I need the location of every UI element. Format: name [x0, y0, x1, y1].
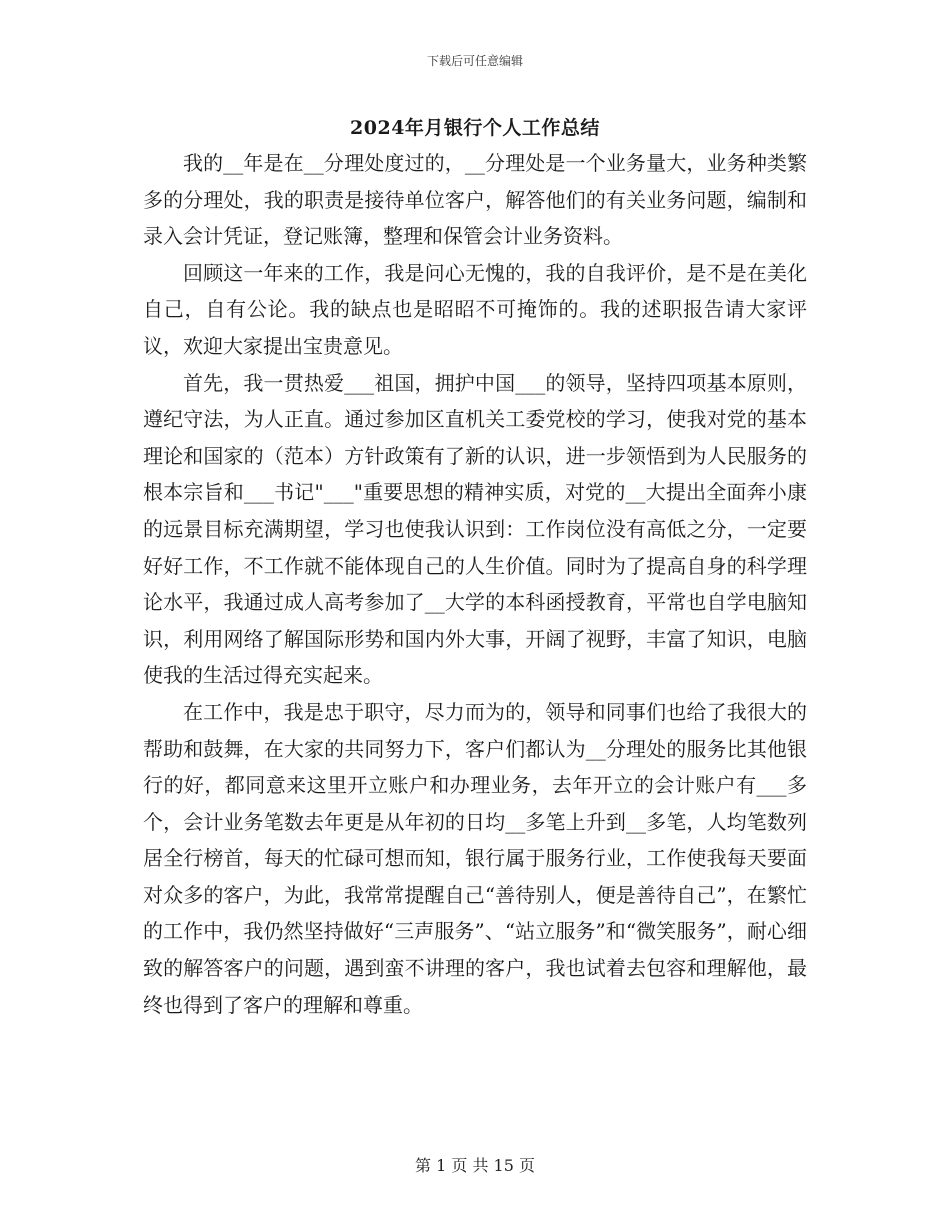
paragraph-2: 回顾这一年来的工作，我是问心无愧的，我的自我评价，是不是在美化自己，自有公论。我的缺点也是昭昭不可掩饰的。我的述职报告请大家评议，欢迎大家提出宝贵意见。	[143, 260, 807, 358]
page-number: 第 1 页 共 15 页	[415, 1156, 535, 1175]
paragraph-3: 首先，我一贯热爱___祖国，拥护中国___的领导，坚持四项基本原则，遵纪守法，为人正直。通过参加区直机关工委党校的学习，使我对党的基本理论和国家的（范本）方针政策有了新的认识，进一步领悟到为人民服务的根本宗旨和___书记"___"重要思想的精神实质，对党的__大提出全面奔小康的远景目标充满期望，学习也使我认识到：工作岗位没有高低之分，一定要好好工作，不工作就不能体现自己的人生价值。同时为了提高自身的科学理论水平，我通过成人高考参加了__大学的本科函授教育，平常也自学电脑知识，利用网络了解国际形势和国内外大事，开阔了视野，丰富了知识，电脑使我的生活过得充实起来。	[143, 370, 807, 688]
paragraph-4: 在工作中，我是忠于职守，尽力而为的，领导和同事们也给了我很大的帮助和鼓舞，在大家的共同努力下，客户们都认为__分理处的服务比其他银行的好，都同意来这里开立账户和办理业务，去年开立的会计账户有___多个，会计业务笔数去年更是从年初的日均__多笔上升到__多笔，人均笔数列居全行榜首，每天的忙碌可想而知，银行属于服务行业，工作使我每天要面对众多的客户，为此，我常常提醒自己“善待别人，便是善待自己”，在繁忙的工作中，我仍然坚持做好“三声服务”、“站立服务”和“微笑服务”，耐心细致的解答客户的问题，遇到蛮不讲理的客户，我也试着去包容和理解他，最终也得到了客户的理解和尊重。	[143, 699, 807, 1017]
document-title: 2024年月银行个人工作总结	[350, 117, 600, 139]
paragraph-1: 我的__年是在__分理处度过的，__分理处是一个业务量大，业务种类繁多的分理处，我的职责是接待单位客户，解答他们的有关业务问题，编制和录入会计凭证，登记账簿，整理和保管会计业务资料。	[143, 151, 807, 249]
document-body	[143, 145, 807, 1023]
download-note: 下载后可任意编辑	[426, 54, 523, 68]
